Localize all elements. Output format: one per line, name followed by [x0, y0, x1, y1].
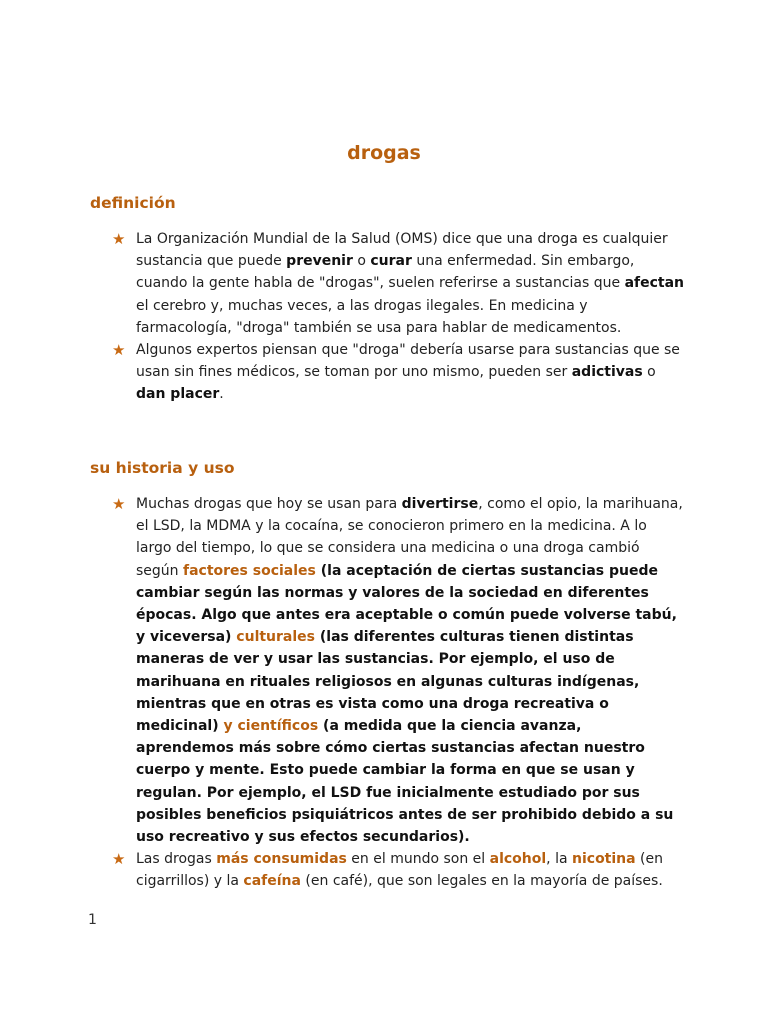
- bold-text: (la aceptación de ciertas sustancias puede cambiar según las normas y valores de la sociedad en diferentes épocas. Algo que antes era aceptable o común puede volverse tabú, y viceversa): [136, 562, 677, 646]
- item-text: o: [352, 253, 371, 270]
- highlight-term: y científicos: [223, 718, 319, 735]
- highlight-term: más consumidas: [216, 851, 347, 868]
- star-bullet-icon: ★: [112, 495, 126, 513]
- historia-bullet-list: [112, 493, 684, 893]
- section-heading-historia: su historia y uso: [90, 459, 235, 477]
- list-item: [112, 493, 684, 848]
- document-title: drogas: [347, 142, 421, 164]
- item-text: (en café), que son legales en la mayoría de países.: [300, 873, 663, 890]
- item-text: (en cigarrillos) y la: [136, 851, 663, 890]
- bold-term: afectan: [624, 275, 685, 292]
- bold-term: divertirse: [401, 496, 479, 512]
- list-item: [112, 228, 684, 339]
- list-item: [112, 848, 684, 892]
- bold-term: dan placer: [136, 386, 220, 403]
- page-number: 1: [88, 912, 97, 928]
- section-heading-definicion: definición: [90, 194, 176, 212]
- item-text: Algunos expertos piensan que "droga" debería usarse para sustancias que se usan sin fines médicos, se toman por uno mismo, pueden ser: [136, 342, 680, 381]
- highlight-term: alcohol: [489, 851, 547, 868]
- item-text: , como el opio, la marihuana, el LSD, la MDMA y la cocaína, se conocieron primero en la medicina. A lo largo del tiempo, lo que se considera una medicina o una droga cambió según: [136, 496, 683, 579]
- bold-term: prevenir: [286, 253, 353, 270]
- star-bullet-icon: ★: [112, 230, 126, 248]
- item-text: el cerebro y, muchas veces, a las drogas ilegales. En medicina y farmacología, "droga" también se usa para hablar de medicamentos.: [136, 297, 622, 336]
- item-text: en el mundo son el: [346, 851, 490, 868]
- highlight-term: factores sociales: [183, 562, 316, 579]
- item-text: Las drogas: [136, 851, 217, 868]
- item-text: .: [219, 386, 224, 403]
- highlight-term: culturales: [236, 629, 315, 646]
- bold-term: adictivas: [571, 364, 643, 381]
- highlight-term: cafeína: [243, 873, 301, 890]
- item-text: , la: [546, 851, 572, 868]
- star-bullet-icon: ★: [112, 850, 126, 869]
- item-text: o: [642, 364, 656, 381]
- item-text: La Organización Mundial de la Salud (OMS) dice que una droga es cualquier sustancia que puede: [136, 231, 668, 270]
- item-text: una enfermedad. Sin embargo, cuando la gente habla de "drogas", suelen referirse a sustancias que: [136, 253, 635, 292]
- bold-term: curar: [370, 253, 412, 270]
- definicion-bullet-list: [112, 228, 684, 406]
- star-bullet-icon: ★: [112, 341, 126, 360]
- bold-text: (las diferentes culturas tienen distintas maneras de ver y usar las sustancias. Por ejemplo, el uso de marihuana en rituales religiosos en algunas culturas indígenas, mientras que en otras es vista como una droga recreativa o medicinal): [136, 629, 640, 735]
- list-item: [112, 339, 684, 406]
- item-text: Muchas drogas que hoy se usan para: [136, 496, 402, 512]
- highlight-term: nicotina: [572, 851, 636, 868]
- bold-text: (a medida que la ciencia avanza, aprendemos más sobre cómo ciertas sustancias afectan nuestro cuerpo y mente. Esto puede cambiar la forma en que se usan y regulan. Por ejemplo, el LSD fue inicialmente estudiado por sus posibles beneficios psiquiátricos antes de ser prohibido debido a su uso recreativo y sus efectos secundarios).: [136, 718, 674, 846]
